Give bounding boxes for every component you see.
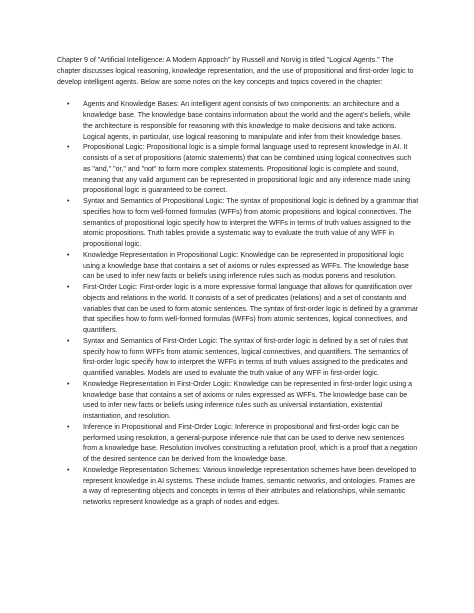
intro-paragraph: Chapter 9 of "Artificial Intelligence: A Modern Approach" by Russell and Norvig is titled "Logical Agents." The chapter discusses logical reasoning, knowledge representation, and the use of propositional and first-order logic to develop intelligent agents. Below are some notes on the key concepts and topics covered in the chapter: bbox=[57, 57, 414, 86]
bullet-icon: • bbox=[67, 466, 70, 474]
bullet-icon: • bbox=[67, 284, 70, 291]
note-text: Agents and Knowledge Bases: An intelligent agent consists of two components: an architecture and a knowledge base. The knowledge base contains information about the world and the agent's beliefs, while the architecture is responsible for reasoning with this knowledge to make decisions and take actions. Logical agents, in particular, use logical reasoning to manipulate and infer from their knowledge bases. bbox=[83, 101, 411, 141]
document-body bbox=[57, 56, 419, 509]
list-item bbox=[57, 423, 419, 466]
note-text: Knowledge Representation in First-Order Logic: Knowledge can be represented in first-order logic using a knowledge base that contains a set of axioms or rules expressed as WFFs. The knowledge base can be used to infer new facts or beliefs using inference rules such as universal instantiation, existential instantiation, and resolution. bbox=[83, 380, 413, 420]
list-item bbox=[57, 251, 419, 283]
note-text: Knowledge Representation Schemes: Various knowledge representation schemes have been developed to represent knowledge in AI systems. These include frames, semantic networks, and ontologies. Frames are a way of representing objects and concepts in terms of their attributes and relationships, while semantic networks represent knowledge as a graph of nodes and edges. bbox=[83, 466, 417, 506]
list-item bbox=[57, 337, 419, 380]
note-text: Knowledge Representation in Propositional Logic: Knowledge can be represented in propositional logic using a knowledge base that contains a set of axioms or rules expressed as WFFs. The knowledge base can be used to infer new facts or beliefs using inference rules such as modus ponens and resolution. bbox=[83, 251, 409, 281]
bullet-icon: • bbox=[67, 337, 70, 345]
bullet-icon: • bbox=[67, 101, 70, 109]
bullet-icon: • bbox=[67, 144, 70, 152]
list-item bbox=[57, 143, 419, 197]
note-text: Syntax and Semantics of First-Order Logic: The syntax of first-order logic is defined by a set of rules that specify how to form WFFs from atomic sentences, logical connectives, and quantifiers. The semantics of first-order logic specify how to interpret the WFFs in terms of truth values assigned to the predicates and quantified variables. Models are used to evaluate the truth value of any WFF in first-order logic. bbox=[83, 337, 408, 377]
list-item bbox=[57, 100, 419, 143]
bullet-icon: • bbox=[67, 423, 70, 431]
note-text: Inference in Propositional and First-Order Logic: Inference in propositional and first-order logic can be performed using resolution, a general-purpose inference rule that can be used to derive new sentences from a knowledge base. Resolution involves constructing a refutation proof, which is a proof that a negation of the desired sentence can be derived from the knowledge base. bbox=[83, 423, 418, 463]
note-text: Propositional Logic: Propositional logic is a simple formal language used to represent knowledge in AI. It consists of a set of propositions (atomic statements) that can be combined using logical connectives such as "and," "or," and "not" to form more complex statements. Propositional logic is complete and sound, meaning that any valid argument can be represented in propositional logic and any inference made using propositional logic is guaranteed to be correct. bbox=[83, 144, 412, 195]
bullet-icon: • bbox=[67, 198, 70, 205]
list-item bbox=[57, 466, 419, 509]
list-item bbox=[57, 380, 419, 423]
list-item bbox=[57, 197, 419, 251]
note-text: Syntax and Semantics of Propositional Logic: The syntax of propositional logic is defined by a grammar that specifies how to form well-formed formulas (WFFs) from atomic propositions and logical connectives. The semantics of propositional logic specify how to interpret the WFFs in terms of truth values assigned to the atomic propositions. Truth tables provide a systematic way to evaluate the truth value of any WFF in propositional logic. bbox=[83, 198, 419, 248]
notes-list bbox=[57, 100, 419, 509]
bullet-icon: • bbox=[67, 380, 70, 388]
bullet-icon: • bbox=[67, 251, 70, 259]
note-text: First-Order Logic: First-order logic is a more expressive formal language that allows for quantification over objects and relations in the world. It consists of a set of predicates (relations) and a set of constants and variables that can be used to form atomic sentences. The syntax of first-order logic is defined by a grammar that specifies how to form well-formed formulas (WFFs) from atomic sentences, logical connectives, and quantifiers. bbox=[83, 284, 419, 334]
list-item bbox=[57, 283, 419, 337]
